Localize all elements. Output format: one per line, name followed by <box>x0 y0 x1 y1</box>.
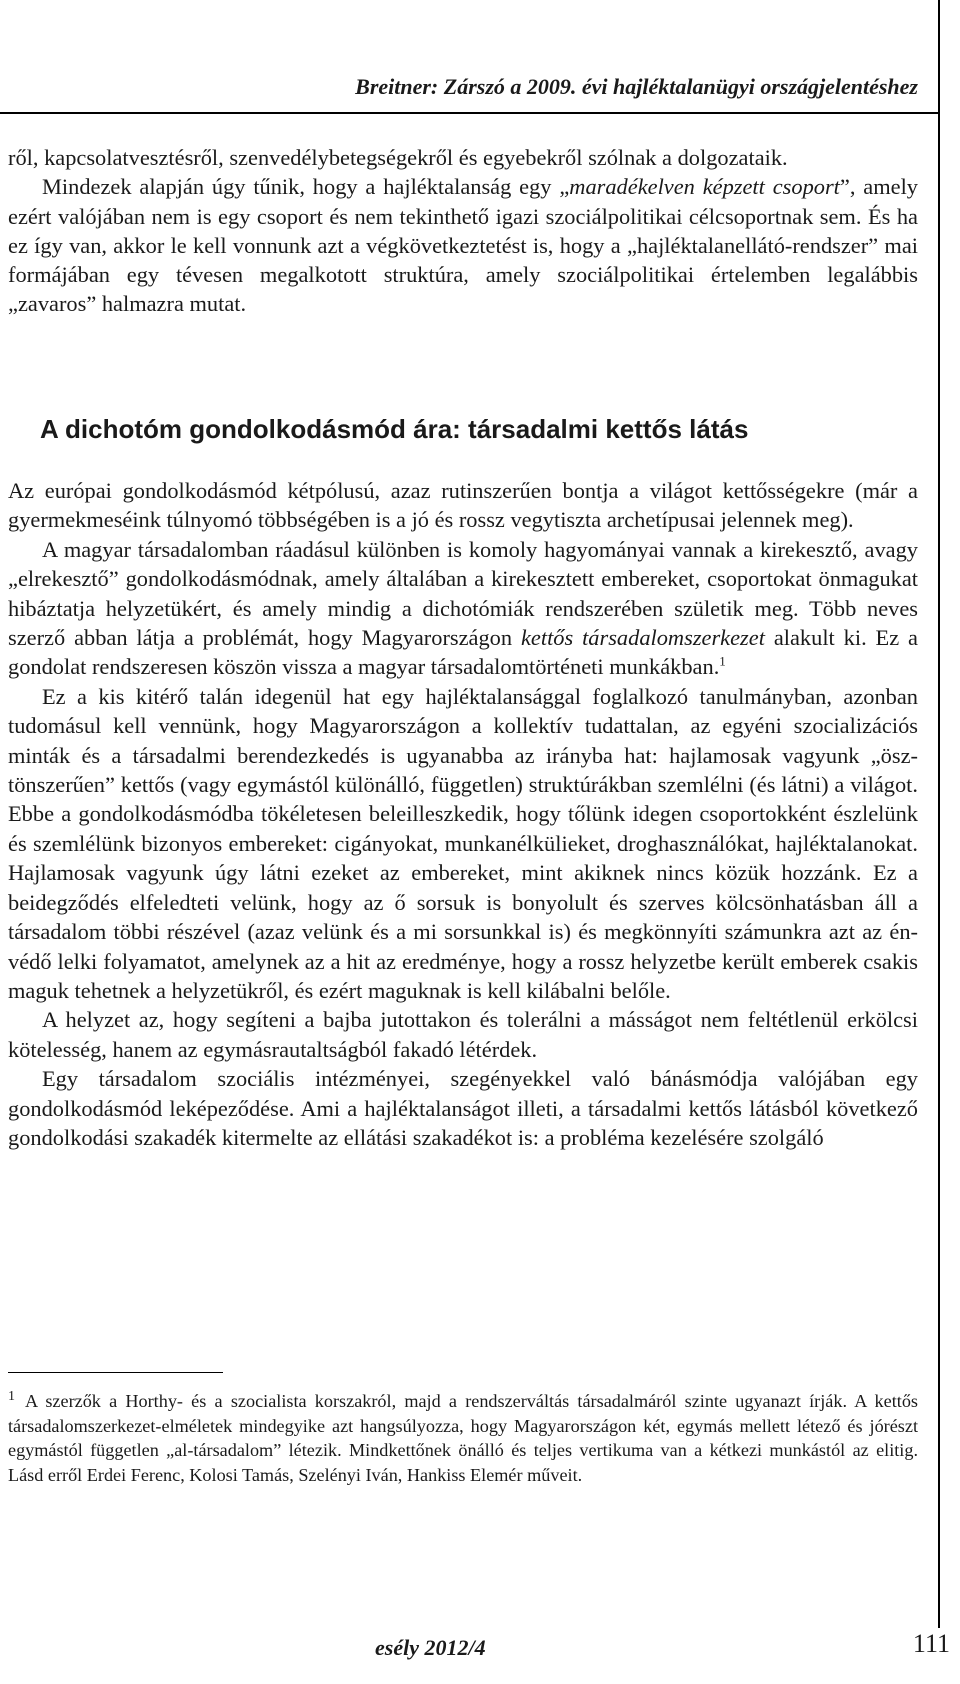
intro-p2-start: Mindezek alapján úgy tűnik, hogy a hajléktalanság egy „ <box>42 174 570 200</box>
section-paragraph-3: Ez a kis kitérő talán idegenül hat egy hajléktalansággal foglalkozó tanulmányban, azonban tudomásul kell vennünk, hogy Magyarországon a kollektív tudattalan, az egyéni szocializációs minták és a társadalmi berendezkedés is ugyanabba az irányba hat: hajlamosak vagyunk „ösztönszerűen” kettős (vagy egymástól különálló, független) struktúrákban szemlélni (és látni) a világot. Ebbe a gondolkodásmódba tökéletesen beleilleszkedik, hogy tőlünk idegen csoportokként észlelünk és szemlélünk bizonyos embereket: cigányokat, munkanélkülieket, droghasználókat, hajléktalanokat. Hajlamosak vagyunk úgy látni ezeket az embereket, mint akiknek nincs közük hozzánk. Ez a beidegződés elfeledteti velünk, hogy az ő sorsuk is bonyolult és szerves kölcsönhatásban áll a társadalom többi részével (azaz velünk és a mi sorsunkkal is) és megkönnyíti számunkra azt az én-védő lelki folyamatot, amelynek az a hit az eredménye, hogy a rossz helyzetbe került emberek csakis maguk tehetnek a helyzetükről, és ezért maguknak is kell kilábalni belőle. <box>8 683 918 1003</box>
intro-paragraph-2 <box>8 172 918 318</box>
intro-paragraph-1: ről, kapcsolatvesztésről, szenvedélybetegségekről és egyebekről szólnak a dolgozataik. <box>8 145 788 170</box>
section-paragraph-4: A helyzet az, hogy segíteni a bajba jutottakon és tolerálni a másságot nem feltétlenül erkölcsi kötelesség, hanem az egymásrautaltságból fakadó létérdek. <box>8 1007 918 1062</box>
footnote-paragraph <box>8 1389 918 1487</box>
footnote-number: 1 <box>8 1388 15 1404</box>
footnote-rule <box>8 1372 223 1373</box>
intro-text <box>8 143 918 319</box>
footnote-text: A szerzők a Horthy- és a szocialista korszakról, majd a rendszerváltás társadalmáról szinte ugyanazt írják. A kettős társadalomszerkezet-elméletek mindegyike azt hangsúlyozza, hogy Magyarországon két, egymás mellett létező és jórészt egymástól független „al-társadalom” létezik. Mindkettőnek önálló és teljes vertikuma van a kétkezi munkástól az elitig. Lásd erről Erdei Ferenc, Kolosi Tamás, Szelényi Iván, Hankiss Elemér műveit. <box>8 1391 918 1485</box>
section-text <box>8 476 918 1152</box>
section-p2-start: A magyar társadalomban ráadásul különben is komoly hagyományai vannak a kirekesztő, avagy „elrekesztő” gondolkodásmódnak, amely általában a kirekesztett embereket, csoportokat önmagukat hibáztatja helyzetükért, és amely mindig a dichotómiák rendszerében születik meg. Több neves szerző abban látja a problémát, hogy Magyarországon <box>8 536 918 651</box>
intro-p2-emphasis: maradékelven képzett csoport <box>569 174 840 200</box>
running-header: Breitner: Zárszó a 2009. évi hajléktalanügyi országjelentéshez <box>355 74 918 99</box>
section-paragraph-1: Az európai gondolkodásmód kétpólusú, azaz rutinszerűen bontja a világot kettősségekre (már a gyermekmeséink túlnyomó többségében is a jó és rossz vegytiszta archetípusai jelennek meg). <box>8 478 918 533</box>
footer-journal-title: esély 2012/4 <box>375 1635 486 1660</box>
footnote <box>8 1389 918 1487</box>
section-heading: A dichotóm gondolkodásmód ára: társadalmi kettős látás <box>40 414 749 444</box>
section-p2-emphasis: kettős társadalomszerkezet <box>520 625 765 651</box>
footnote-reference[interactable]: 1 <box>719 653 726 669</box>
section-p2-end: alakult ki. Ez a gondolat rendszeresen köszön vissza a magyar társadalomtörténeti munkákban. <box>8 625 918 680</box>
page-number: 111 <box>912 1629 950 1658</box>
right-margin-rule <box>938 0 940 1628</box>
section-paragraph-2 <box>8 535 918 682</box>
header-rule <box>0 112 940 114</box>
section-paragraph-5: Egy társadalom szociális intézményei, szegényekkel való bánásmódja valójában egy gondolkodásmód leképeződése. Ami a hajléktalanságot illeti, a társadalmi kettős látásból következő gondolkodási szakadék kitermelte az ellátási szakadékot is: a probléma kezelésére szolgáló <box>8 1066 918 1150</box>
intro-p2-end: ”, amely ezért valójában nem is egy csoport és nem tekinthető igazi szociálpolitikai célcsoportnak sem. És ha ez így van, akkor le kell vonnunk azt a végkövetkeztetést is, hogy a „hajléktalanellátó-rendszer” mai formájában egy tévesen megalkotott struktúra, amely szociálpolitikai értelemben legalábbis „zavaros” halmazra mutat. <box>8 174 919 317</box>
